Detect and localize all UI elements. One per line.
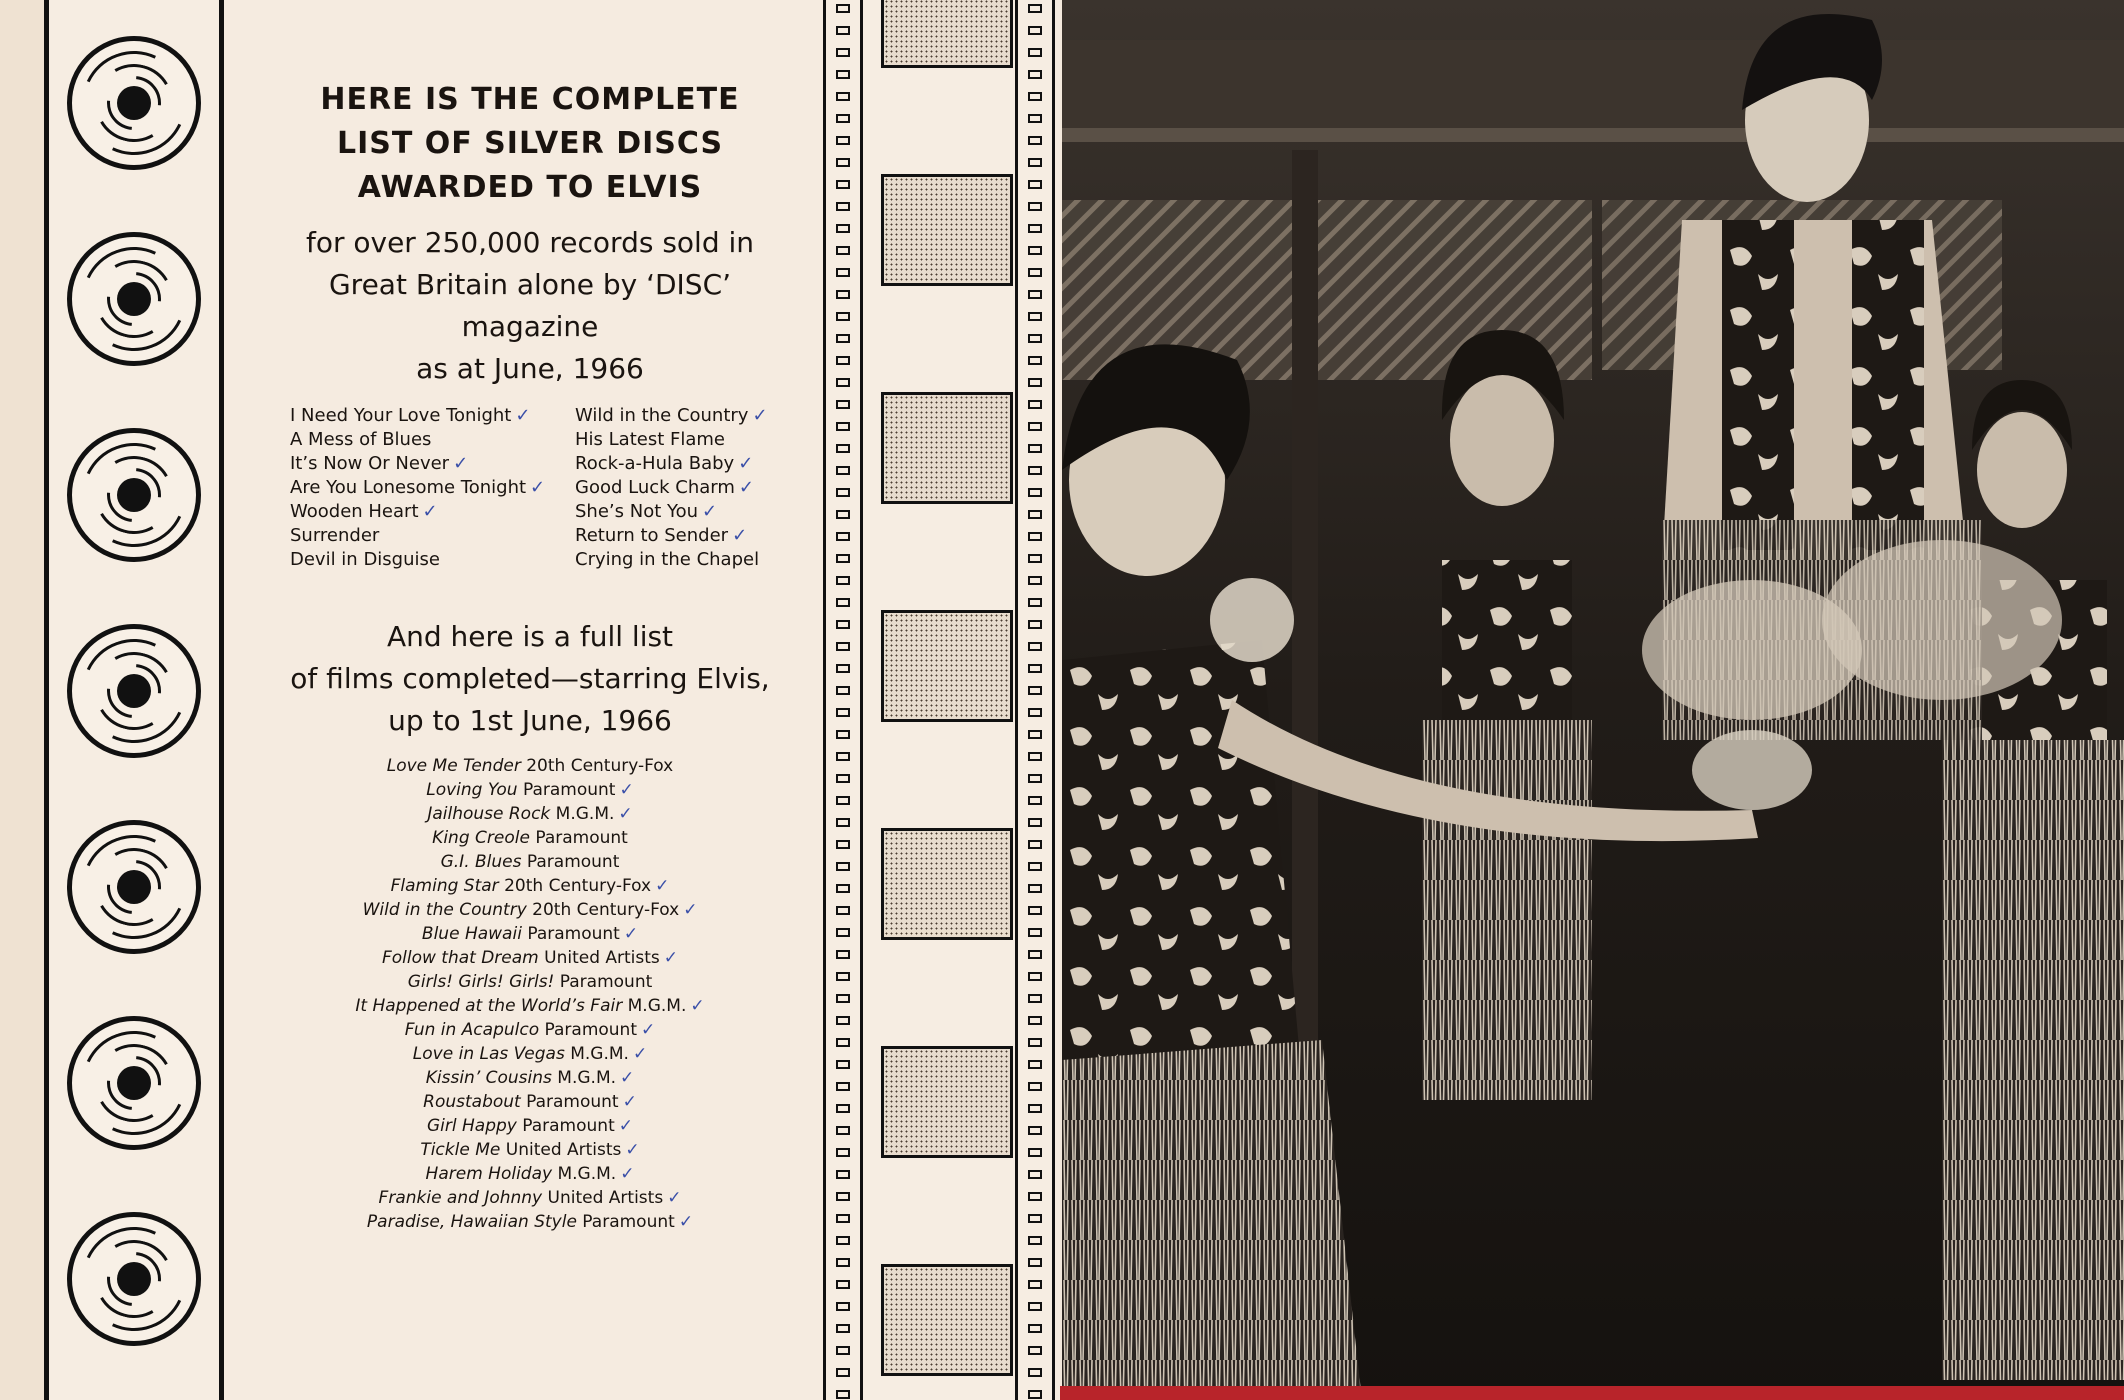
film-perforation — [1028, 48, 1042, 57]
film-perforation — [1028, 1214, 1042, 1223]
film-perforation — [1028, 1060, 1042, 1069]
film-perforation — [836, 1368, 850, 1377]
film-studio: United Artists — [542, 1188, 664, 1208]
film-perforation — [836, 928, 850, 937]
film-perforation — [836, 708, 850, 717]
film-perforation — [1028, 114, 1042, 123]
film-title: Kissin’ Cousins — [425, 1068, 552, 1088]
film-title: Roustabout — [423, 1092, 521, 1112]
films-heading-line-2: of films completed—starring Elvis, — [290, 662, 770, 695]
film-perforation — [1028, 1192, 1042, 1201]
film-perforation — [836, 576, 850, 585]
film-entry — [240, 850, 820, 874]
record-disc-icon — [67, 36, 201, 170]
subheading-line-4: as at June, 1966 — [416, 352, 644, 385]
record-disc-icon — [67, 1212, 201, 1346]
film-perforation — [836, 1192, 850, 1201]
subheading-line-3: magazine — [461, 310, 599, 343]
film-frame — [881, 1046, 1013, 1158]
film-perforation — [1028, 422, 1042, 431]
film-perforation — [836, 246, 850, 255]
film-perforation — [836, 356, 850, 365]
silver-disc-title: Wooden Heart — [290, 501, 419, 522]
film-entry — [240, 1186, 820, 1210]
film-perforation — [1028, 928, 1042, 937]
film-perforation — [836, 752, 850, 761]
silver-disc-title: Return to Sender — [575, 525, 729, 546]
film-entry — [240, 1090, 820, 1114]
film-entry — [240, 1114, 820, 1138]
film-perforation — [1028, 664, 1042, 673]
record-disc-icon — [67, 820, 201, 954]
heading-line-2: LIST OF SILVER DISCS — [336, 126, 724, 161]
film-perforation — [1028, 730, 1042, 739]
film-title: G.I. Blues — [440, 852, 522, 872]
silver-disc-title: His Latest Flame — [575, 429, 725, 450]
silver-disc-entry — [575, 524, 835, 548]
elvis-hula-photo — [1062, 0, 2124, 1400]
film-perforation — [1028, 532, 1042, 541]
film-studio: 20th Century-Fox — [520, 756, 674, 776]
silver-disc-entry — [575, 548, 835, 572]
film-perforation — [836, 1016, 850, 1025]
silver-disc-entry — [290, 452, 550, 476]
film-perforation — [1028, 774, 1042, 783]
pen-tick-mark: ✓ — [620, 1068, 635, 1088]
film-perforation — [1028, 268, 1042, 277]
silver-disc-title: Crying in the Chapel — [575, 549, 760, 570]
film-studio: Paramount — [554, 972, 653, 992]
pen-tick-mark: ✓ — [619, 780, 634, 800]
film-perforation — [836, 268, 850, 277]
film-perforation — [1028, 1104, 1042, 1113]
pen-tick-mark: ✓ — [618, 804, 633, 824]
record-disc-icon — [67, 428, 201, 562]
text-column — [240, 0, 820, 1400]
film-title: Blue Hawaii — [421, 924, 522, 944]
red-page-edge — [1060, 1386, 2124, 1400]
film-title: It Happened at the World’s Fair — [355, 996, 623, 1016]
film-perforation — [1028, 1280, 1042, 1289]
film-entry — [240, 1066, 820, 1090]
film-entry — [240, 1018, 820, 1042]
film-title: Wild in the Country — [362, 900, 527, 920]
film-perforation — [1028, 840, 1042, 849]
film-perforation — [836, 664, 850, 673]
film-studio: Paramount — [539, 1020, 638, 1040]
film-perforation — [1028, 1126, 1042, 1135]
film-perforation — [836, 224, 850, 233]
film-studio: Paramount — [576, 1212, 675, 1232]
film-perforation — [1028, 598, 1042, 607]
film-studio: United Artists — [500, 1140, 622, 1160]
film-perforation — [1028, 1302, 1042, 1311]
films-list — [240, 754, 820, 1234]
film-studio: M.G.M. — [564, 1044, 629, 1064]
film-perforation — [1028, 796, 1042, 805]
film-frame — [881, 828, 1013, 940]
film-perforation — [1028, 818, 1042, 827]
film-perforation — [836, 950, 850, 959]
film-perforation — [1028, 1368, 1042, 1377]
film-perforation — [836, 444, 850, 453]
pen-tick-mark: ✓ — [667, 1188, 682, 1208]
film-perforation — [1028, 884, 1042, 893]
film-perforation — [836, 840, 850, 849]
film-perforation — [1028, 1390, 1042, 1399]
heading-line-3: AWARDED TO ELVIS — [357, 170, 703, 205]
silver-disc-entry — [290, 500, 550, 524]
film-studio: 20th Century-Fox — [498, 876, 652, 896]
silver-disc-title: Wild in the Country — [575, 405, 749, 426]
film-perforation — [836, 1060, 850, 1069]
film-perforation — [1028, 994, 1042, 1003]
silver-disc-entry — [290, 476, 550, 500]
film-perforation — [836, 400, 850, 409]
film-perforation — [836, 1236, 850, 1245]
pen-tick-mark: ✓ — [663, 948, 679, 968]
pen-tick-mark: ✓ — [422, 501, 438, 522]
film-perforation — [836, 4, 850, 13]
film-perforation — [836, 1214, 850, 1223]
pen-tick-mark: ✓ — [632, 1044, 648, 1064]
film-perforation — [1028, 356, 1042, 365]
pen-tick-mark: ✓ — [683, 900, 698, 920]
film-perforation — [836, 488, 850, 497]
subheading-line-2: Great Britain alone by ‘DISC’ — [328, 268, 732, 301]
film-perforation — [836, 1346, 850, 1355]
film-entry — [240, 1042, 820, 1066]
heading-line-1: HERE IS THE COMPLETE — [320, 82, 740, 117]
films-heading-line-1: And here is a full list — [386, 620, 674, 653]
film-perforation — [836, 906, 850, 915]
film-entry — [240, 898, 820, 922]
film-perforation — [836, 1258, 850, 1267]
pen-tick-mark: ✓ — [622, 1092, 637, 1112]
film-perforation — [836, 92, 850, 101]
pen-tick-mark: ✓ — [515, 405, 531, 426]
film-perforation — [1028, 576, 1042, 585]
film-perforation — [1028, 554, 1042, 563]
film-perforation — [836, 136, 850, 145]
silver-disc-title: Are You Lonesome Tonight — [290, 477, 527, 498]
silver-disc-title: Rock-a-Hula Baby — [575, 453, 735, 474]
pen-tick-mark: ✓ — [530, 477, 546, 498]
film-perforation — [1028, 180, 1042, 189]
film-perforation — [836, 466, 850, 475]
film-perforation — [1028, 400, 1042, 409]
film-perforation — [836, 1390, 850, 1399]
pen-tick-mark: ✓ — [690, 996, 705, 1016]
silver-disc-entry — [575, 428, 835, 452]
film-perforation — [1028, 334, 1042, 343]
film-perforation — [1028, 26, 1042, 35]
film-title: Harem Holiday — [425, 1164, 553, 1184]
film-studio: 20th Century-Fox — [526, 900, 680, 920]
silver-disc-entry — [290, 428, 550, 452]
film-perforation — [1028, 1016, 1042, 1025]
pen-tick-mark: ✓ — [641, 1020, 656, 1040]
film-perforation — [836, 796, 850, 805]
film-perforation — [836, 730, 850, 739]
film-perforation — [836, 598, 850, 607]
film-studio: M.G.M. — [552, 1164, 617, 1184]
record-disc-icon — [67, 232, 201, 366]
pen-tick-mark: ✓ — [702, 501, 718, 522]
film-perforation — [1028, 1236, 1042, 1245]
silver-disc-title: It’s Now Or Never — [290, 453, 450, 474]
pen-tick-mark: ✓ — [620, 1164, 635, 1184]
film-perforation — [836, 532, 850, 541]
film-perforation — [1028, 862, 1042, 871]
film-frame — [881, 610, 1013, 722]
record-disc-icon — [67, 624, 201, 758]
pen-tick-mark: ✓ — [623, 924, 639, 944]
film-perforation — [836, 70, 850, 79]
film-perforation — [1028, 906, 1042, 915]
film-perforation — [836, 1126, 850, 1135]
film-perforation — [836, 1280, 850, 1289]
pen-tick-mark: ✓ — [655, 876, 670, 896]
film-perforation — [1028, 466, 1042, 475]
film-perforation — [836, 378, 850, 387]
film-studio: Paramount — [529, 828, 628, 848]
film-entry — [240, 922, 820, 946]
silver-disc-entry — [290, 404, 550, 428]
film-title: Tickle Me — [420, 1140, 501, 1160]
film-perforation — [836, 1302, 850, 1311]
film-perforation — [836, 972, 850, 981]
films-heading-line-3: up to 1st June, 1966 — [388, 704, 672, 737]
film-perforation — [836, 554, 850, 563]
film-frames — [860, 0, 1018, 1400]
film-strip — [823, 0, 1055, 1400]
film-title: Paradise, Hawaiian Style — [366, 1212, 577, 1232]
film-perforation — [836, 114, 850, 123]
film-perforation — [836, 642, 850, 651]
silver-disc-title: Devil in Disguise — [290, 549, 440, 570]
film-perforation — [836, 1324, 850, 1333]
film-perforation — [836, 202, 850, 211]
film-perforation — [1028, 620, 1042, 629]
film-title: Loving You — [426, 780, 518, 800]
silver-disc-entry — [575, 500, 835, 524]
film-perforation — [1028, 1148, 1042, 1157]
disc-strip — [44, 0, 224, 1400]
film-perforation — [1028, 136, 1042, 145]
film-entry — [240, 778, 820, 802]
film-perforation — [1028, 686, 1042, 695]
film-perforation — [1028, 510, 1042, 519]
film-perforation — [1028, 1346, 1042, 1355]
film-perforation — [1028, 158, 1042, 167]
subheading-line-1: for over 250,000 records sold in — [305, 226, 755, 259]
film-title: Girls! Girls! Girls! — [407, 972, 555, 992]
silver-disc-title: A Mess of Blues — [290, 429, 432, 450]
film-studio: Paramount — [521, 852, 620, 872]
film-perforation — [1028, 950, 1042, 959]
film-perforation — [836, 180, 850, 189]
film-perforation — [836, 26, 850, 35]
film-perforation — [836, 1104, 850, 1113]
silver-disc-entry — [575, 476, 835, 500]
film-entry — [240, 1138, 820, 1162]
film-perforation — [836, 312, 850, 321]
silver-discs-column-2 — [575, 404, 835, 572]
film-frame — [881, 392, 1013, 504]
film-perforation — [1028, 92, 1042, 101]
silver-disc-title: Surrender — [290, 525, 380, 546]
film-entry — [240, 1210, 820, 1234]
film-studio: M.G.M. — [551, 1068, 617, 1088]
film-perforation — [836, 158, 850, 167]
film-perforation — [1028, 1170, 1042, 1179]
pen-tick-mark: ✓ — [738, 477, 755, 498]
film-perforation — [836, 1082, 850, 1091]
film-entry — [240, 874, 820, 898]
film-perforation — [1028, 752, 1042, 761]
pen-tick-mark: ✓ — [453, 453, 469, 474]
film-perforation — [836, 774, 850, 783]
record-disc-icon — [67, 1016, 201, 1150]
film-perforation — [836, 422, 850, 431]
page-margin — [0, 0, 44, 1400]
silver-disc-entry — [290, 548, 550, 572]
film-title: Girl Happy — [426, 1116, 517, 1136]
film-title: Flaming Star — [390, 876, 499, 896]
silver-disc-entry — [290, 524, 550, 548]
silver-discs-column-1 — [290, 404, 550, 572]
film-entry — [240, 970, 820, 994]
film-perforation — [1028, 1082, 1042, 1091]
film-studio: M.G.M. — [622, 996, 687, 1016]
film-perforation — [1028, 312, 1042, 321]
film-perforation — [1028, 444, 1042, 453]
film-title: Jailhouse Rock — [427, 804, 551, 824]
pen-tick-mark: ✓ — [678, 1212, 694, 1232]
film-perforation — [836, 1148, 850, 1157]
film-perforation — [1028, 290, 1042, 299]
silver-disc-title: I Need Your Love Tonight — [290, 405, 512, 426]
film-perforation — [836, 862, 850, 871]
film-perforation — [1028, 224, 1042, 233]
left-page — [0, 0, 1060, 1400]
film-perforation — [836, 290, 850, 299]
film-perforation — [1028, 1324, 1042, 1333]
film-entry — [240, 826, 820, 850]
film-perforation — [836, 994, 850, 1003]
pen-tick-mark: ✓ — [625, 1140, 640, 1160]
film-perforation — [1028, 1038, 1042, 1047]
film-perforation — [1028, 4, 1042, 13]
film-title: Love in Las Vegas — [412, 1044, 565, 1064]
film-entry — [240, 802, 820, 826]
film-perforation — [1028, 972, 1042, 981]
film-title: King Creole — [432, 828, 530, 848]
silver-disc-title: Good Luck Charm — [575, 477, 735, 498]
film-perforation — [836, 334, 850, 343]
film-perforation — [836, 620, 850, 629]
film-perforation — [1028, 1258, 1042, 1267]
silver-disc-title: She’s Not You — [575, 501, 699, 522]
silver-disc-entry — [575, 404, 835, 428]
film-studio: M.G.M. — [550, 804, 615, 824]
film-entry — [240, 946, 820, 970]
film-perforation — [836, 884, 850, 893]
film-entry — [240, 754, 820, 778]
film-title: Love Me Tender — [386, 756, 521, 776]
pen-tick-mark: ✓ — [618, 1116, 633, 1136]
film-title: Frankie and Johnny — [378, 1188, 543, 1208]
film-perforation — [1028, 378, 1042, 387]
film-frame — [881, 1264, 1013, 1376]
film-perforation — [836, 48, 850, 57]
film-frame — [881, 174, 1013, 286]
film-perforation — [1028, 488, 1042, 497]
pen-tick-mark: ✓ — [738, 453, 754, 474]
photo-illustration — [1062, 0, 2124, 1400]
film-studio: Paramount — [521, 924, 620, 944]
film-perforation — [1028, 202, 1042, 211]
film-perforation — [1028, 642, 1042, 651]
film-perforation — [1028, 70, 1042, 79]
film-title: Fun in Acapulco — [404, 1020, 540, 1040]
silver-disc-entry — [575, 452, 835, 476]
film-entry — [240, 994, 820, 1018]
pen-tick-mark: ✓ — [732, 525, 748, 546]
film-frame — [881, 0, 1013, 68]
film-perforation — [836, 1038, 850, 1047]
film-perforation — [1028, 708, 1042, 717]
film-perforation — [1028, 246, 1042, 255]
film-perforation — [836, 818, 850, 827]
film-perforation — [836, 510, 850, 519]
pen-tick-mark: ✓ — [752, 405, 768, 426]
film-title: Follow that Dream — [381, 948, 539, 968]
film-studio: Paramount — [516, 1116, 615, 1136]
film-studio: Paramount — [517, 780, 616, 800]
film-perforation — [836, 1170, 850, 1179]
film-studio: Paramount — [520, 1092, 619, 1112]
film-entry — [240, 1162, 820, 1186]
film-studio: United Artists — [538, 948, 660, 968]
film-perforation — [836, 686, 850, 695]
